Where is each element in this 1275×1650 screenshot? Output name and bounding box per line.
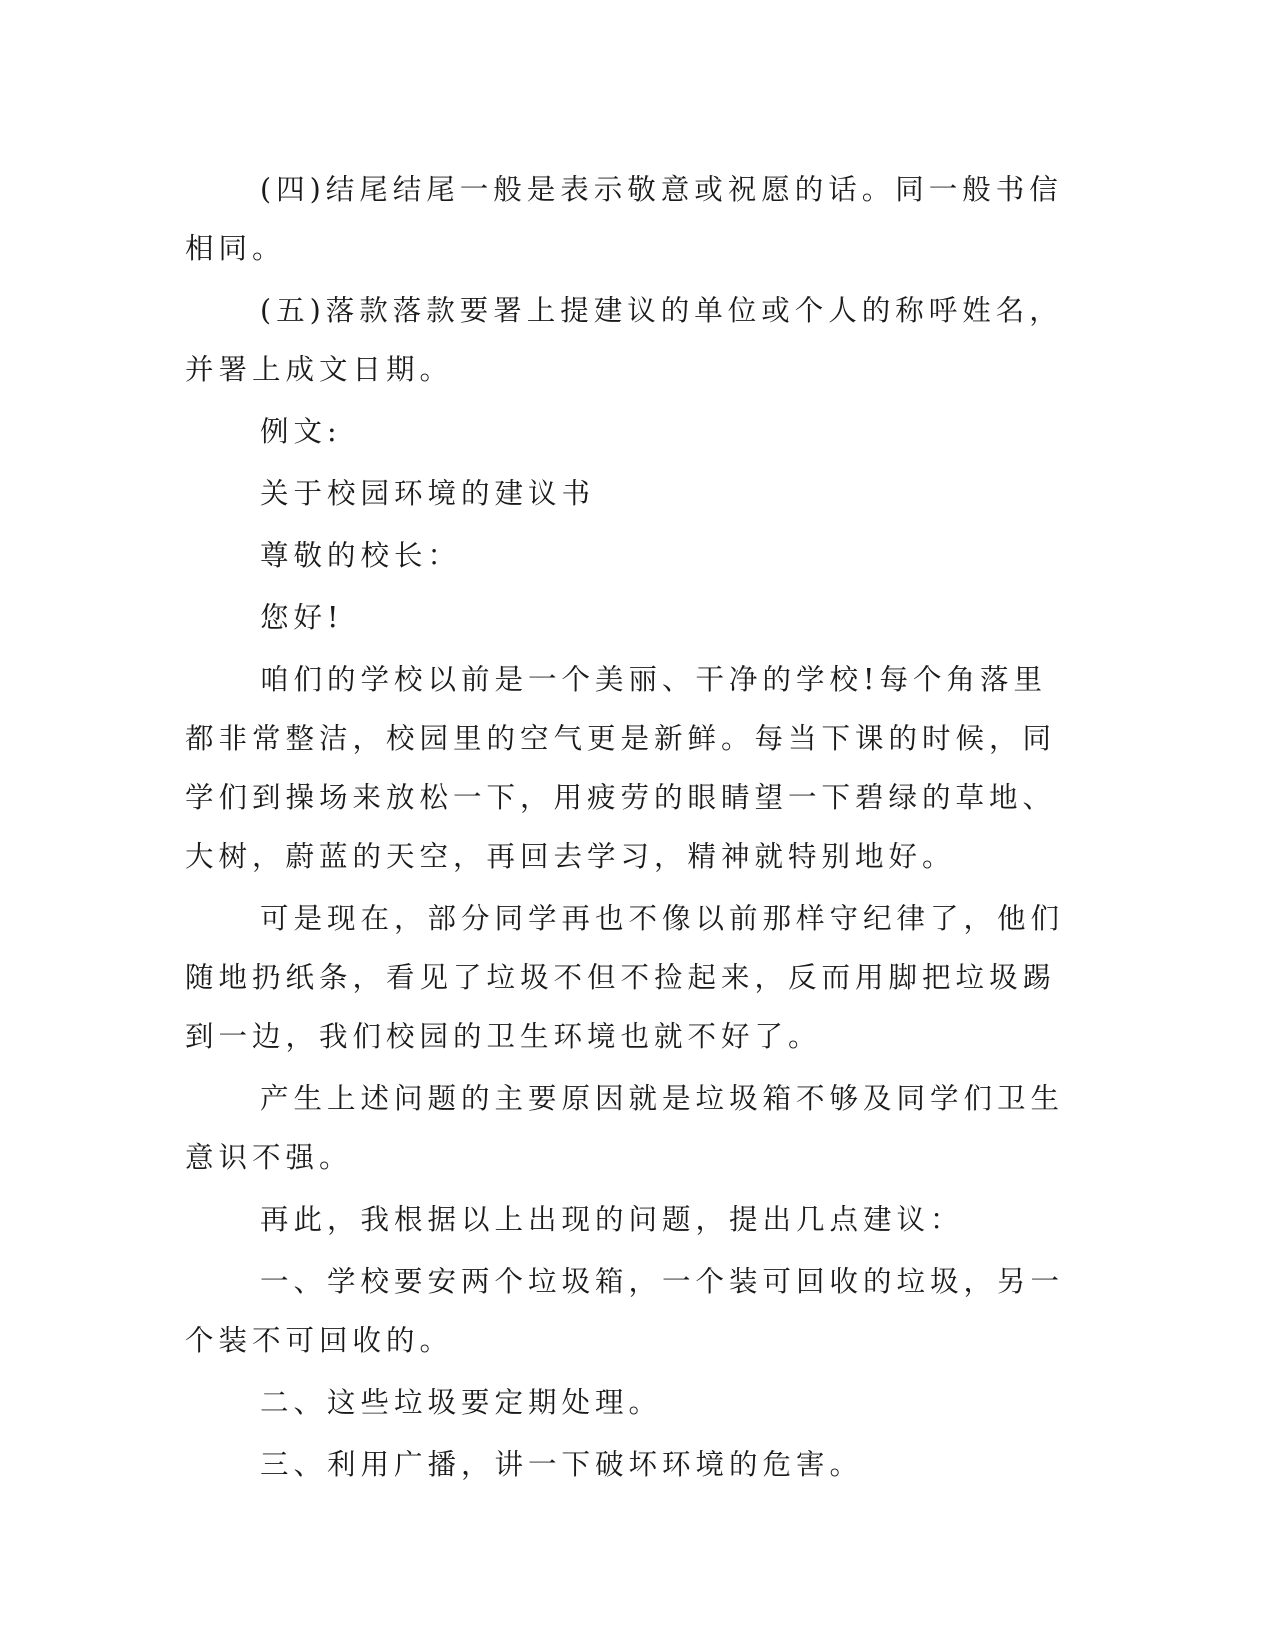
paragraph-example-title: 关于校园环境的建议书: [260, 477, 596, 510]
paragraph-signature: (五)落款落款要署上提建议的单位或个人的称呼姓名，并署上成文日期。: [185, 294, 1063, 386]
paragraph-conclusion: (四)结尾结尾一般是表示敬意或祝愿的话。同一般书信相同。: [185, 173, 1063, 265]
paragraph-suggestion-1: 一、学校要安两个垃圾箱，一个装可回收的垃圾，另一个装不可回收的。: [185, 1265, 1065, 1357]
paragraph-body-1: 咱们的学校以前是一个美丽、干净的学校!每个角落里都非常整洁，校园里的空气更是新鲜。每当下课的时候，同学们到操场来放松一下，用疲劳的眼睛望一下碧绿的草地、大树，蔚蓝的天空，再回去学习，精神就特别地好。: [185, 663, 1057, 873]
paragraph-suggestion-3: 三、利用广播，讲一下破坏环境的危害。: [260, 1448, 864, 1481]
paragraph-suggestion-2: 二、这些垃圾要定期处理。: [260, 1386, 663, 1419]
paragraph-body-4: 再此，我根据以上出现的问题，提出几点建议：: [260, 1203, 964, 1236]
paragraph-salutation: 尊敬的校长：: [260, 539, 462, 572]
document-body: [185, 160, 1065, 1497]
paragraph-body-3: 产生上述问题的主要原因就是垃圾箱不够及同学们卫生意识不强。: [185, 1082, 1065, 1174]
paragraph-greeting: 您好!: [260, 601, 344, 634]
paragraph-example-label: 例文:: [260, 415, 342, 448]
paragraph-body-2: 可是现在，部分同学再也不像以前那样守纪律了，他们随地扔纸条，看见了垃圾不但不捡起来，反而用脚把垃圾踢到一边，我们校园的卫生环境也就不好了。: [185, 902, 1065, 1053]
